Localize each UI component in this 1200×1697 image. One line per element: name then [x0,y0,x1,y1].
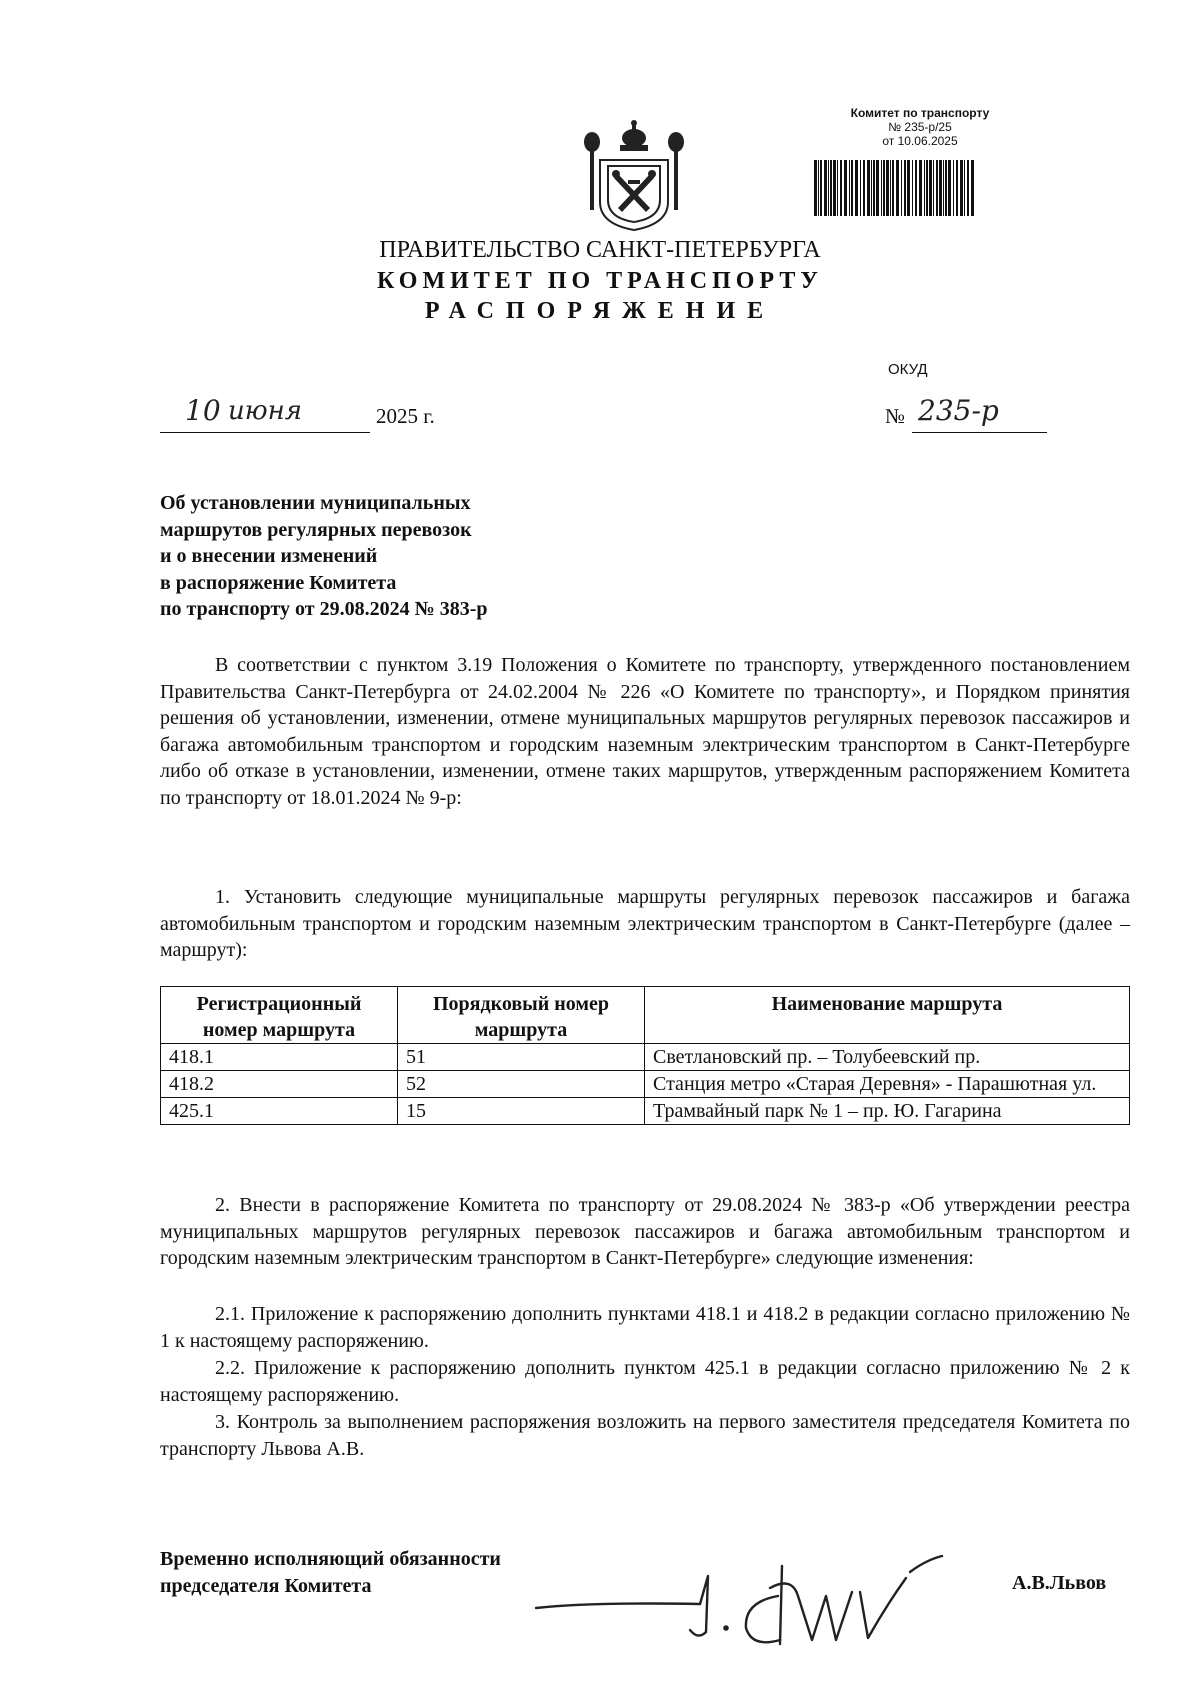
table-cell: 425.1 [161,1098,398,1125]
table-cell: 51 [398,1044,645,1071]
government-title: ПРАВИТЕЛЬСТВО САНКТ-ПЕТЕРБУРГА [379,237,821,263]
coat-of-arms-emblem [582,120,686,236]
stamp-date: от 10.06.2025 [882,134,958,148]
subject-line: Об установлении муниципальных [160,492,471,514]
signatory-title-line: Временно исполняющий обязанности [160,1548,501,1570]
paragraph-text: 2. Внести в распоряжение Комитета по транспорту от 29.08.2024 № 383-р «Об утверждении реестра муниципальных маршрутов регулярных перевозок пассажиров и багажа автомобильным транспортом и городским наземным электрическим транспортом в Санкт-Петербурге» следующие изменения: [160,1194,1130,1269]
column-header: Порядковый номер маршрута [398,987,645,1044]
table-row [161,1071,1130,1098]
column-header: Наименование маршрута [645,987,1130,1044]
number-label: № [885,404,906,428]
date-month-handwritten: июня [228,396,302,426]
subject-line: по транспорту от 29.08.2024 № 383-р [160,598,488,620]
table-cell: 52 [398,1071,645,1098]
column-header: Регистрационный номер маршрута [161,987,398,1044]
date-year: 2025 г. [376,404,435,428]
paragraph-text: 1. Установить следующие муниципальные маршруты регулярных перевозок пассажиров и багажа автомобильным транспортом и городским наземным электрическим транспортом в Санкт-Петербурге (далее – маршрут): [160,886,1130,961]
date-day-handwritten: 10 [185,394,221,427]
document-type: РАСПОРЯЖЕНИЕ [424,298,776,324]
paragraph-item-1 [160,884,1130,964]
okud-label: ОКУД [888,361,928,378]
paragraph-item-3 [160,1409,1130,1462]
table-cell: 418.2 [161,1071,398,1098]
signatory-name: А.В.Львов [1012,1572,1107,1594]
paragraph-text: 2.1. Приложение к распоряжению дополнить пунктами 418.1 и 418.2 в редакции согласно приложению № 1 к настоящему распоряжению. [160,1303,1130,1352]
routes-table [160,986,1130,1125]
paragraph-text: 3. Контроль за выполнением распоряжения возложить на первого заместителя председателя Комитета по транспорту Львова А.В. [160,1411,1130,1460]
paragraph-intro [160,652,1130,811]
table-cell: Станция метро «Старая Деревня» - Парашютная ул. [645,1071,1130,1098]
table-cell: 418.1 [161,1044,398,1071]
stamp-number: № 235-р/25 [888,120,952,134]
table-cell: Трамвайный парк № 1 – пр. Ю. Гагарина [645,1098,1130,1125]
paragraph-item-2-2 [160,1355,1130,1408]
registration-stamp [810,106,1030,148]
number-handwritten: 235-р [918,394,999,427]
table-row [161,1044,1130,1071]
handwritten-signature [530,1536,1000,1656]
committee-title: КОМИТЕТ ПО ТРАНСПОРТУ [377,268,823,294]
table-header-row [161,987,1130,1044]
signatory-title-line: председателя Комитета [160,1574,372,1597]
table-row [161,1098,1130,1125]
paragraph-text: В соответствии с пунктом 3.19 Положения о Комитете по транспорту, утвержденного постановлением Правительства Санкт-Петербурга от 24.02.2004 № 226 «О Комитете по транспорту», и Порядком принятия решения об установлении, изменении, отмене муниципальных маршрутов регулярных перевозок пассажиров и багажа автомобильным транспортом и городским наземным электрическим транспортом в Санкт-Петербурге либо об отказе в установлении, изменении, отмене таких маршрутов, утвержденным распоряжением Комитета по транспорту от 18.01.2024 № 9-р: [160,654,1130,809]
paragraph-item-2-1 [160,1301,1130,1354]
barcode [814,160,974,216]
subject-line: в распоряжение Комитета [160,571,397,594]
paragraph-text: 2.2. Приложение к распоряжению дополнить пунктом 425.1 в редакции согласно приложению № 2 к настоящему распоряжению. [160,1357,1130,1406]
paragraph-item-2 [160,1192,1130,1272]
signatory-title [160,1546,501,1599]
table-cell: Светлановский пр. – Толубеевский пр. [645,1044,1130,1071]
table-cell: 15 [398,1098,645,1125]
subject-line: и о внесении изменений [160,545,378,567]
stamp-org: Комитет по транспорту [850,106,990,120]
subject-line: маршрутов регулярных перевозок [160,518,472,541]
document-subject [160,490,600,623]
